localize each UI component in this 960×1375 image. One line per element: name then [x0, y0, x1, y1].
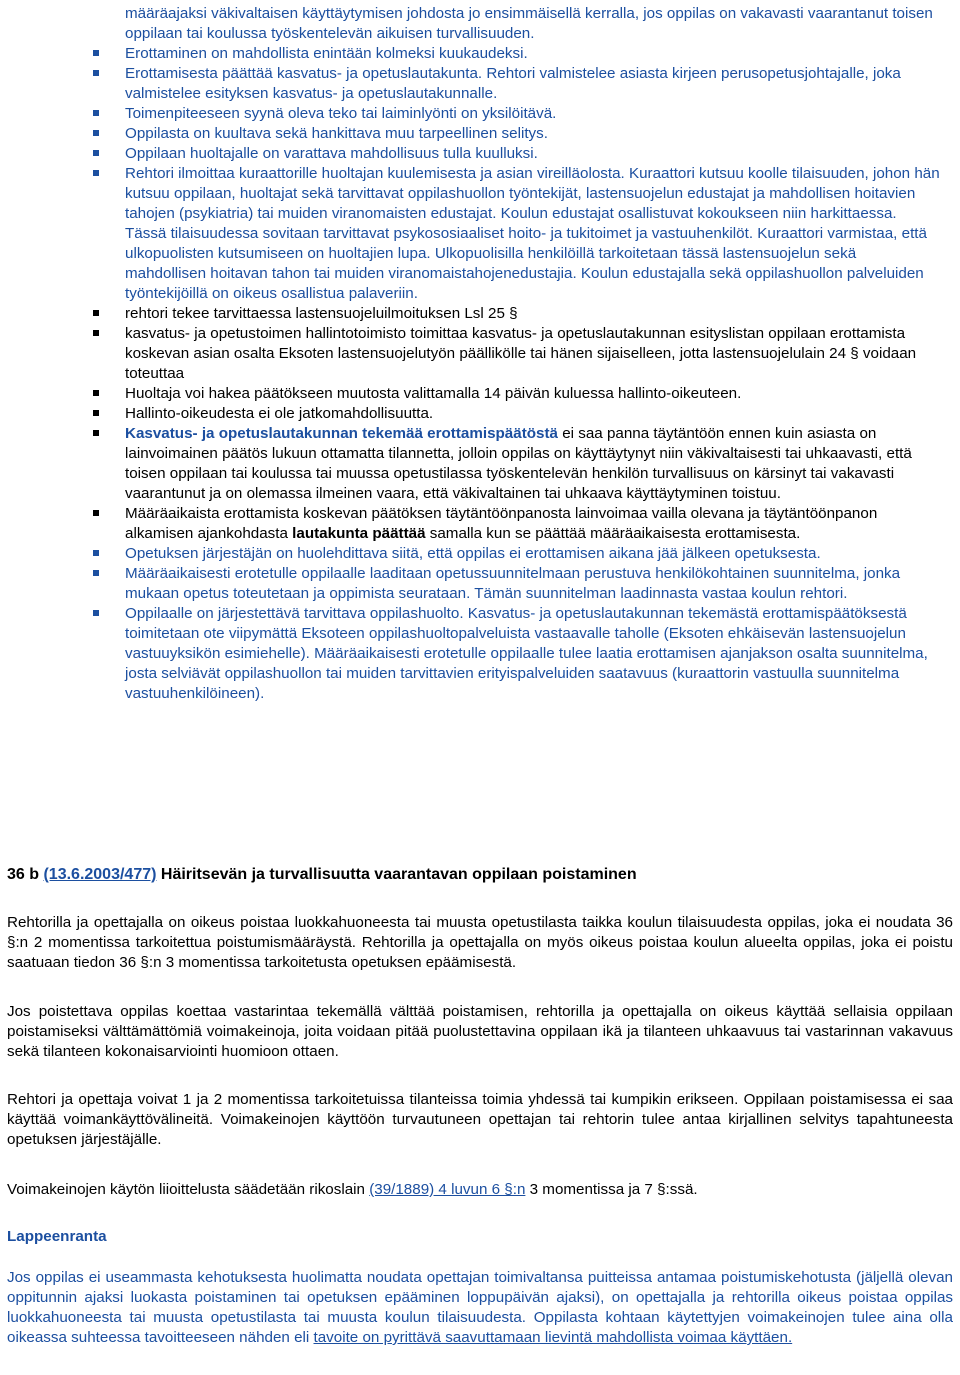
list-item-text: Määräaikaisesti erotetulle oppilaalle laaditaan opetussuunnitelmaan perustuva henkilökohtainen suunnitelma, jonka mukaan opetus toteutetaan ja oppimista seurataan. Tämän suunnitelman laadinnasta vastaa koulun rehtori.: [125, 565, 901, 602]
list-item-text: samalla kun se päättää määräaikaisesta erottamisesta.: [425, 525, 801, 542]
list-item: [0, 64, 940, 104]
list-item: [0, 504, 940, 544]
list-item: [0, 604, 940, 704]
list-item: [0, 384, 940, 404]
list-item: [0, 104, 940, 124]
paragraph-3: Rehtori ja opettaja voivat 1 ja 2 momentissa tarkoitetuissa tilanteissa toimia yhdessä tai kumpikin erikseen. Oppilaan poistamisessa ei saa käyttää voimankäyttövälineitä. Voimakeinojen käyttöön turvautuneen opettajan tai rehtorin tulee antaa kirjallinen selvitys tapahtuneesta opetuksen järjestäjälle.: [7, 1091, 953, 1148]
section-heading: [7, 865, 953, 885]
heading-law-link[interactable]: (13.6.2003/477): [43, 866, 157, 883]
square-bullet-icon: [93, 70, 99, 76]
list-item: [0, 164, 940, 304]
list-item-text: Erottaminen on mahdollista enintään kolmeksi kuukaudeksi.: [125, 45, 528, 62]
list-item: [0, 124, 940, 144]
bullet-list: [0, 4, 960, 704]
heading-title: Häiritsevän ja turvallisuutta vaarantavan oppilaan poistaminen: [156, 866, 637, 883]
list-item-text: Erottamisesta päättää kasvatus- ja opetuslautakunta. Rehtori valmistelee asiasta kirjeen perusopetusjohtajalle, joka valmistelee esityksen kasvatus- ja opetuslautakunnalle.: [125, 65, 901, 102]
paragraph-4-tail: 3 momentissa ja 7 §:ssä.: [525, 1181, 698, 1198]
square-bullet-icon: [93, 550, 99, 556]
list-item-text: Toimenpiteeseen syynä oleva teko tai laiminlyönti on yksilöitävä.: [125, 105, 557, 122]
list-item-text: Kasvatus- ja opetuslautakunnan tekemää erottamispäätöstä: [125, 425, 558, 442]
list-item-text: Huoltaja voi hakea päätökseen muutosta valittamalla 14 päivän kuluessa hallinto-oikeuteen.: [125, 385, 742, 402]
paragraph-2: Jos poistettava oppilas koettaa vastarintaa tekemällä välttää poistamisen, rehtorilla ja opettajalla on oikeus käyttää sellaisia oppilaan poistamiseksi välttämättömiä voimakeinoja, joita voidaan pitää puolustettavina oppilaan ikä ja tilanteen uhkaavuus tai vastarinnan vakavuus sekä tilanteen kokonaisarviointi huomioon ottaen.: [7, 1003, 953, 1060]
square-bullet-icon: [93, 130, 99, 136]
criminal-code-link[interactable]: (39/1889) 4 luvun 6 §:n: [369, 1181, 526, 1198]
list-item-text: Oppilaan huoltajalle on varattava mahdollisuus tulla kuulluksi.: [125, 145, 538, 162]
list-item: [0, 404, 940, 424]
square-bullet-icon: [93, 610, 99, 616]
list-item-text: lautakunta päättää: [292, 525, 426, 542]
square-bullet-icon: [93, 150, 99, 156]
paragraph-4-text: Voimakeinojen käytön liioittelusta säädetään rikoslain: [7, 1181, 370, 1198]
square-bullet-icon: [93, 330, 99, 336]
square-bullet-icon: [93, 510, 99, 516]
list-item-text: Oppilaalle on järjestettävä tarvittava oppilashuolto. Kasvatus- ja opetuslautakunnan tekemästä erottamispäätöksestä toimitetaan ote viipymättä Eksoteen oppilashuoltopalveluista vastaavalle taholle (Eksoten ehkäisevän lastensuojelun vastuuyksikön esimiehelle). Määräaikaisesti erotetulle oppilaalle tulee laatia erottamisen ajanjakson osalta suunnitelma, josta selviävät oppilashuollon tai muiden tarvittavien erityispalveluiden saatavuus (kuraattorin vastuulla suunnitelma vastuuhenkilöineen).: [125, 605, 928, 702]
list-item-text: Määräaikaista erottamista koskevan päätöksen täytäntöönpanosta lainvoimaa vailla olevana ja täytäntöönpanon alkamisen ajankohdasta: [125, 505, 878, 542]
heading-number: 36 b: [7, 866, 44, 883]
square-bullet-icon: [93, 310, 99, 316]
list-item-text: Rehtori ilmoittaa kuraattorille huoltajan kuulemisesta ja asian vireilläolosta. Kuraattori kutsuu koolle tilaisuuden, johon hän kutsuu oppilaan, huoltajat sekä tarvittavat oppilashuollon työntekijät, lastensuojelun edustajat ja mahdollisen hoitavien tahojen (psykiatria) tai muiden viranomaisten edustajat. Koulun edustajat osallistuvat kokoukseen niin harkittaessa. Tässä tilaisuudessa sovitaan tarvittavat psykososiaaliset hoito- ja tukitoimet ja vastuuhenkilöt. Kuraattori varmistaa, että ulkopuolisten kutsumiseen on huoltajien lupa. Ulkopuolisilla henkilöillä tarkoitetaan tässä lastensuojelun sekä mahdollisen hoitavan tahon tai muiden viranomaistahojenedustajia. Koulun edustajalla sekä oppilashuollon palveluiden työntekijöillä on oikeus osallistua palaveriin.: [125, 165, 940, 302]
list-item: [0, 424, 940, 504]
square-bullet-icon: [93, 390, 99, 396]
list-item: [0, 564, 940, 604]
list-item-text: rehtori tekee tarvittaessa lastensuojeluilmoituksen Lsl 25 §: [125, 305, 518, 322]
list-item-text: ei saa panna täytäntöön ennen kuin asiasta on lainvoimainen päätös lukuun ottamatta tilannetta, jolloin oppilas on käyttäytynyt niin väkivaltaisesti tai uhkaavasti, että toisen oppilaan tai koulussa tai muussa opetustilassa työskentelevän henkilön turvallisuus on kärsinyt tai vakavasti vaarantunut ja on olemassa ilmeinen vaara, että väkivaltainen tai uhkaava käyttäytyminen toistuu.: [125, 425, 912, 502]
list-item-text: määräajaksi väkivaltaisen käyttäytymisen johdosta jo ensimmäisellä kerralla, jos oppilas on vakavasti vaarantanut toisen oppilaan tai koulussa työskentelevän aikuisen turvallisuuden.: [125, 5, 933, 42]
guideline-link[interactable]: tavoite on pyrittävä saavuttamaan lievintä mahdollista voimaa käyttäen.: [313, 1329, 793, 1346]
list-item: [0, 44, 940, 64]
list-item: [0, 4, 940, 44]
square-bullet-icon: [93, 430, 99, 436]
square-bullet-icon: [93, 110, 99, 116]
list-item: [0, 544, 940, 564]
square-bullet-icon: [93, 170, 99, 176]
list-item-text: Oppilasta on kuultava sekä hankittava muu tarpeellinen selitys.: [125, 125, 548, 142]
list-item: [0, 304, 940, 324]
list-item-text: Opetuksen järjestäjän on huolehdittava siitä, että oppilas ei erottamisen aikana jää jälkeen opetuksesta.: [125, 545, 821, 562]
paragraph-4: [7, 1180, 953, 1200]
square-bullet-icon: [93, 570, 99, 576]
square-bullet-icon: [93, 50, 99, 56]
paragraph-5: [7, 1268, 953, 1348]
list-item: [0, 324, 940, 384]
list-item-text: kasvatus- ja opetustoimen hallintotoimisto toimittaa kasvatus- ja opetuslautakunnan esityslistan oppilaan erottamista koskevan asian osalta Eksoten lastensuojelutyön päällikölle tai hänen sijaiselleen, jotta lastensuojelulain 24 § voidaan toteuttaa: [125, 325, 917, 382]
square-bullet-icon: [93, 410, 99, 416]
paragraph-5-text: Jos oppilas ei useammasta kehotuksesta huolimatta noudata opettajan toimivaltansa puitteissa antamaa poistumiskehotusta (jäljellä olevan oppitunnin ajaksi luokasta poistaminen tai opetuksen epääminen loppupäivän ajaksi), on opettajalla ja rehtorilla oikeus poistaa oppilas luokkahuoneesta tai muusta opetustilasta tai muusta koulun tilaisuudesta. Oppilasta kohtaan käytettyjen voimakeinojen tulee aina olla oikeassa suhteessa tavoitteeseen nähden eli: [7, 1269, 953, 1346]
paragraph-1: Rehtorilla ja opettajalla on oikeus poistaa luokkahuoneesta tai muusta opetustilasta taikka koulun tilaisuudesta oppilas, joka ei noudata 36 §:n 2 momentissa tarkoitettua poistumismääräystä. Rehtorilla ja opettajalla on myös oikeus poistaa koulun alueelta oppilas, joka ei poistu saatuaan tiedon 36 §:n 3 momentissa tarkoitetusta opetuksen epäämisestä.: [7, 914, 953, 971]
list-item: [0, 144, 940, 164]
list-item-text: Hallinto-oikeudesta ei ole jatkomahdollisuutta.: [125, 405, 434, 422]
city-heading: Lappeenranta: [7, 1228, 107, 1245]
